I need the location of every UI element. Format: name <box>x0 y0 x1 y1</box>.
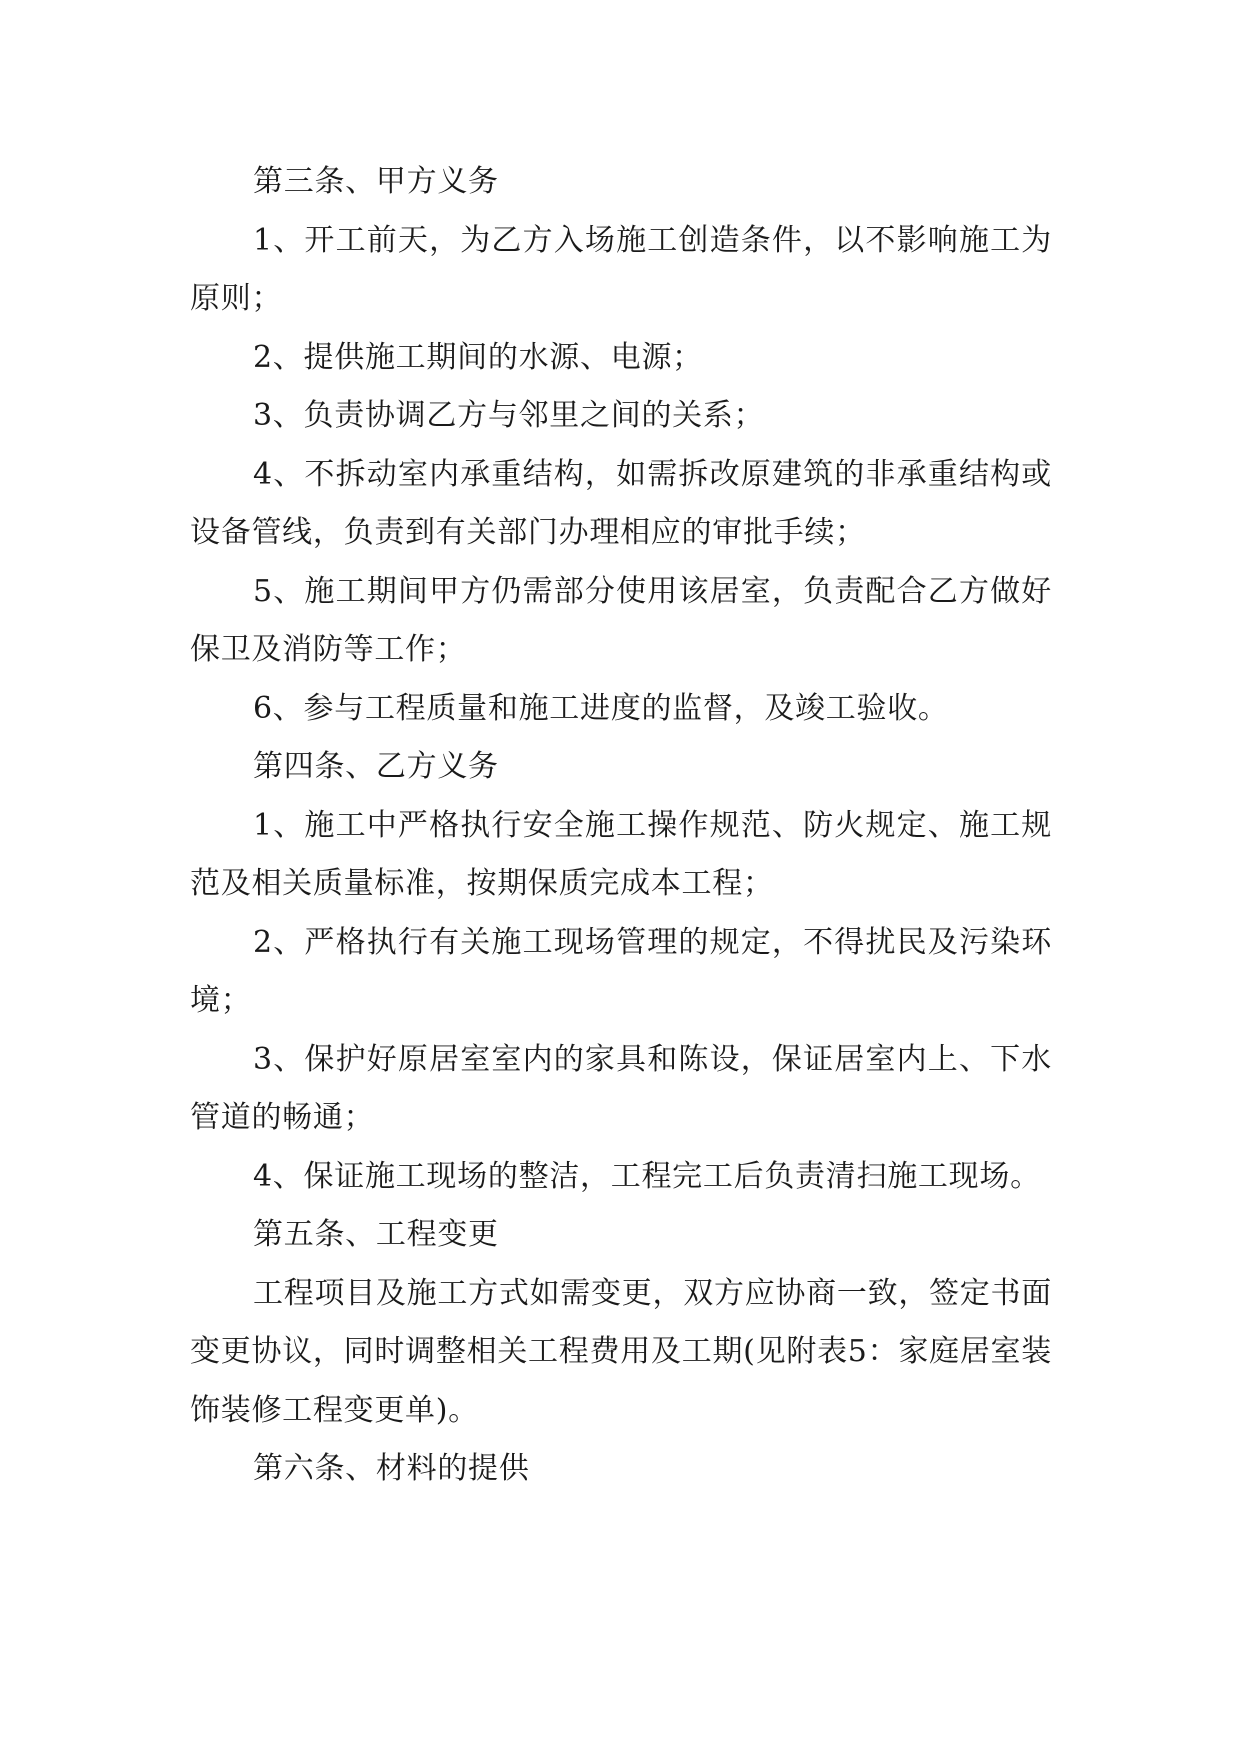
section-heading-article-3: 第三条、甲方义务 <box>253 164 499 199</box>
paragraph-party-b-duty-4: 4、保证施工现场的整洁，工程完工后负责清扫施工现场。 <box>253 1158 1041 1194</box>
paragraph-party-b-duty-2: 2、严格执行有关施工现场管理的规定，不得扰民及污染环境； <box>190 924 1052 1018</box>
paragraph-party-a-duty-6: 6、参与工程质量和施工进度的监督，及竣工验收。 <box>253 690 949 726</box>
paragraph-party-a-duty-5: 5、施工期间甲方仍需部分使用该居室，负责配合乙方做好保卫及消防等工作； <box>190 573 1052 667</box>
document-body <box>190 153 1052 1499</box>
paragraph-project-change: 工程项目及施工方式如需变更，双方应协商一致，签定书面变更协议，同时调整相关工程费用及工期(见附表5：家庭居室装饰装修工程变更单)。 <box>190 1275 1052 1428</box>
paragraph-party-a-duty-2: 2、提供施工期间的水源、电源； <box>253 339 703 375</box>
paragraph-party-a-duty-4: 4、不拆动室内承重结构，如需拆改原建筑的非承重结构或设备管线，负责到有关部门办理相应的审批手续； <box>190 456 1052 550</box>
section-heading-article-5: 第五条、工程变更 <box>253 1217 499 1252</box>
paragraph-party-b-duty-3: 3、保护好原居室室内的家具和陈设，保证居室内上、下水管道的畅通； <box>190 1041 1052 1135</box>
section-heading-article-6: 第六条、材料的提供 <box>253 1451 530 1486</box>
paragraph-party-a-duty-1: 1、开工前天，为乙方入场施工创造条件，以不影响施工为原则； <box>190 222 1052 316</box>
paragraph-party-a-duty-3: 3、负责协调乙方与邻里之间的关系； <box>253 398 765 433</box>
paragraph-party-b-duty-1: 1、施工中严格执行安全施工操作规范、防火规定、施工规范及相关质量标准，按期保质完成本工程； <box>190 807 1052 901</box>
section-heading-article-4: 第四条、乙方义务 <box>253 749 499 784</box>
